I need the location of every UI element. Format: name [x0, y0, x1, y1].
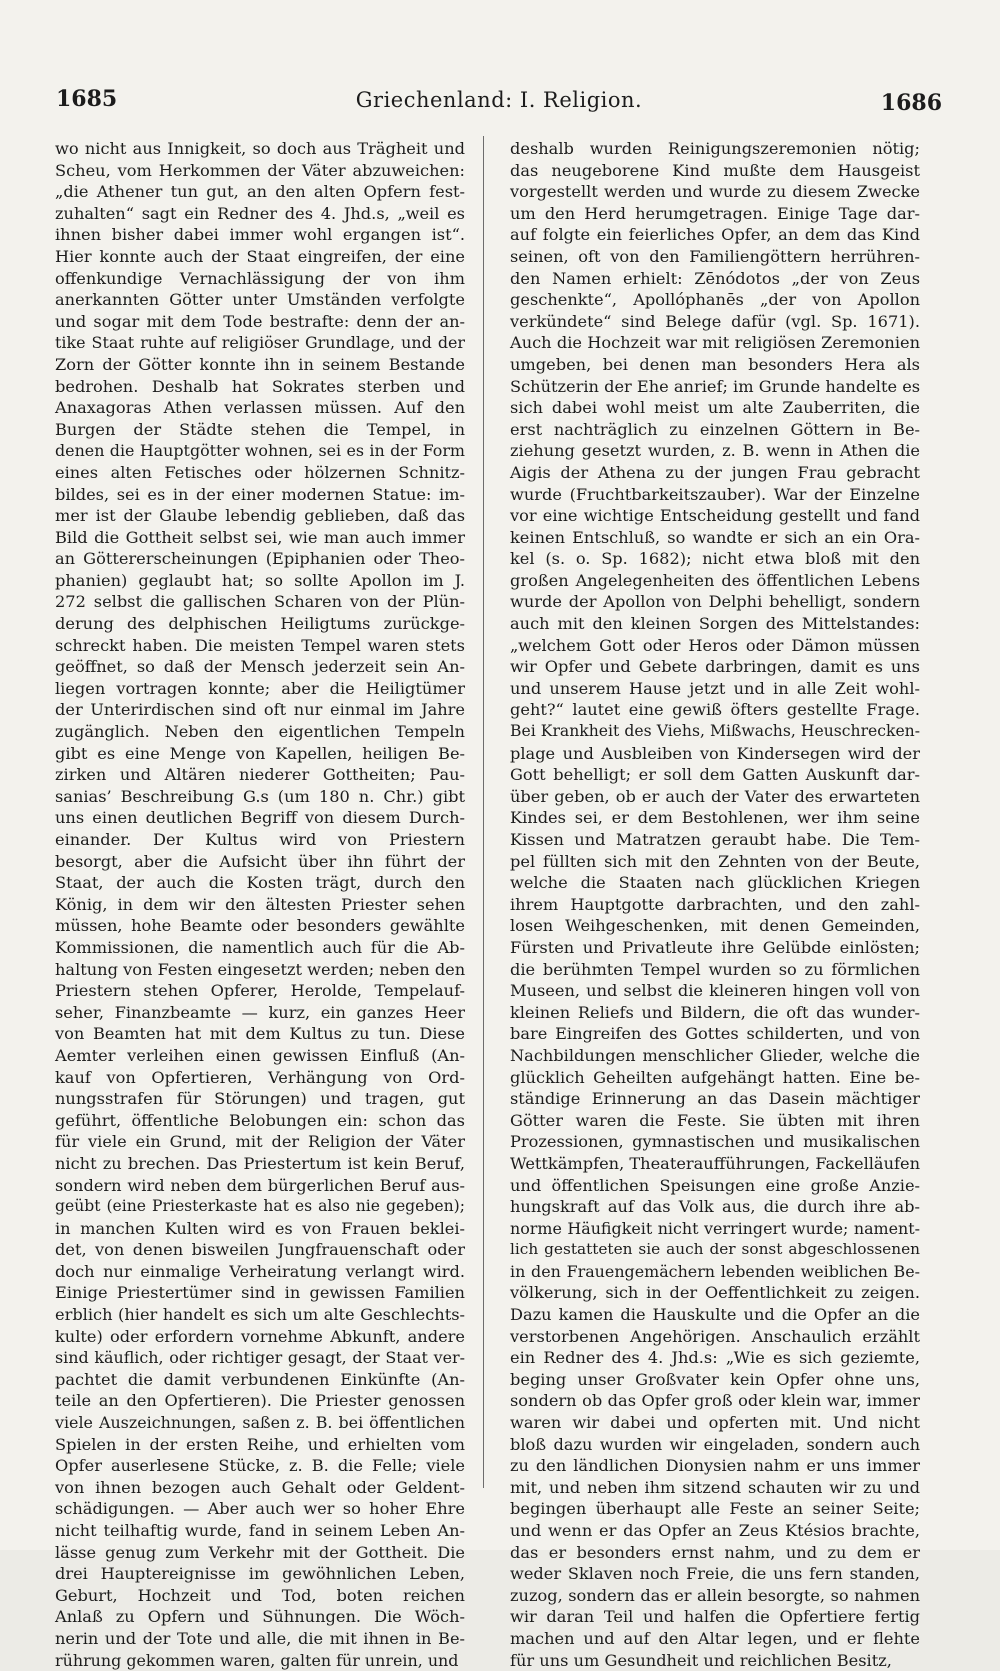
text-line: sanias’ Beschreibung G.s (um 180 n. Chr.) gibt	[55, 786, 465, 806]
text-line: auf folgte ein feierliches Opfer, an dem das Kind	[510, 225, 920, 245]
text-line: sind käuflich, oder richtiger gesagt, der Staat ver-	[55, 1348, 465, 1368]
text-line: zu den ländlichen Dionysien nahm er uns immer	[510, 1456, 920, 1476]
text-line: das neugeborene Kind mußte dem Hausgeist	[510, 160, 920, 180]
text-line: teile an den Opfertieren). Die Priester genossen	[55, 1391, 465, 1411]
text-line: Gott behelligt; er soll dem Gatten Auskunft dar-	[510, 765, 920, 785]
text-line: nicht zu brechen. Das Priestertum ist kein Beruf,	[55, 1153, 465, 1173]
text-line: derung des delphischen Heiligtums zurückge-	[55, 614, 465, 634]
text-line: haltung von Festen eingesetzt werden; neben den	[55, 959, 466, 979]
text-line: schädigungen. — Aber auch wer so hoher Ehre	[55, 1499, 465, 1519]
text-line: losen Weihgeschenken, mit denen Gemeinden,	[510, 916, 920, 936]
page-header	[56, 86, 942, 126]
text-line: nicht teilhaftig wurde, fand in seinem Leben An-	[55, 1521, 465, 1540]
page-number-right: 1686	[880, 90, 942, 116]
text-line: „die Athener tun gut, an den alten Opfern fest-	[55, 182, 465, 202]
text-line: Einige Priestertümer sind in gewissen Familien	[55, 1283, 465, 1303]
text-line: liegen vortragen konnte; aber die Heiligtümer	[55, 678, 465, 698]
text-line: machen und auf den Altar legen, und er flehte	[510, 1628, 920, 1648]
text-line: wo nicht aus Innigkeit, so doch aus Trägheit und	[55, 139, 465, 158]
text-line: kulte) oder erfordern vornehme Abkunft, andere	[55, 1326, 465, 1346]
text-line: pel füllten sich mit den Zehnten von der Beute,	[510, 851, 920, 871]
text-line: ihrem Hauptgotte darbrachten, und den zahl-	[510, 894, 920, 914]
text-line: zuzog, sondern das er allein besorgte, so nahmen	[510, 1585, 920, 1605]
text-line: Zorn der Götter konnte ihn in seinem Bestande	[55, 354, 465, 374]
text-line: zuhalten“ sagt ein Redner des 4. Jhd.s, „weil es	[55, 203, 465, 223]
text-line: Kissen und Matratzen geraubt habe. Die Tem-	[510, 830, 920, 849]
text-line: kauf von Opfertieren, Verhängung von Ord-	[55, 1067, 465, 1087]
text-line: Wettkämpfen, Theateraufführungen, Fackelläufen	[510, 1153, 920, 1173]
text-line: phanien) geglaubt hat; so sollte Apollon im J.	[55, 570, 465, 590]
text-line: sondern wird neben dem bürgerlichen Beruf aus-	[55, 1175, 465, 1195]
running-head: Griechenland: I. Religion.	[355, 88, 643, 112]
text-line: ein Redner des 4. Jhd.s: „Wie es sich geziemte,	[510, 1348, 920, 1368]
text-line: geübt (eine Priesterkaste hat es also nie gegeben);	[55, 1197, 465, 1216]
text-line: geführt, öffentliche Belobungen ein: schon das	[55, 1110, 465, 1130]
text-line: von ihnen bezogen auch Gehalt oder Geldent-	[55, 1477, 465, 1497]
text-line: einander. Der Kultus wird von Priestern	[55, 830, 465, 849]
text-line: weder Sklaven noch Freie, die uns fern standen,	[510, 1564, 920, 1584]
text-line: Prozessionen, gymnastischen und musikalischen	[510, 1132, 920, 1152]
text-line: ständige Erinnerung an das Dasein mächtiger	[510, 1089, 920, 1109]
text-line: lässe genug zum Verkehr mit der Gottheit. Die	[55, 1542, 465, 1562]
text-line: schreckt haben. Die meisten Tempel waren stets	[55, 635, 465, 655]
text-line: doch nur einmalige Verheiratung verlangt wird.	[55, 1261, 465, 1281]
text-line: und sogar mit dem Tode bestrafte: denn der an-	[55, 311, 465, 331]
text-line: erblich (hier handelt es sich um alte Geschlechts-	[55, 1305, 465, 1325]
text-line: denen die Hauptgötter wohnen, sei es in der Form	[55, 441, 465, 461]
text-line: Spielen in der ersten Reihe, und erhielten vom	[55, 1434, 465, 1454]
text-line: um den Herd herumgetragen. Einige Tage dar-	[510, 203, 920, 223]
text-line: uns einen deutlichen Begriff von diesem Durch-	[55, 808, 465, 828]
text-line: und wenn er das Opfer an Zeus Ktésios brachte,	[510, 1521, 920, 1540]
text-line: bedrohen. Deshalb hat Sokrates sterben und	[55, 376, 465, 396]
text-line: kel (s. o. Sp. 1682); nicht etwa bloß mit den	[510, 549, 920, 569]
text-line: geschenkte“, Apollóphanēs „der von Apollon	[510, 290, 920, 310]
text-line: seher, Finanzbeamte — kurz, ein ganzes Heer	[55, 1002, 465, 1022]
text-line: norme Häufigkeit nicht verringert wurde; nament-	[510, 1218, 920, 1238]
text-line: Hier konnte auch der Staat eingreifen, der eine	[55, 246, 465, 266]
text-line: verkündete“ sind Belege dafür (vgl. Sp. 1671).	[510, 311, 920, 331]
text-line: müssen, hohe Beamte oder besonders gewählte	[55, 916, 465, 936]
text-line: glücklich Geheilten aufgehängt hatten. Eine be-	[510, 1067, 920, 1087]
text-line: über geben, ob er auch der Vater des erwarteten	[510, 786, 920, 806]
text-line: verstorbenen Angehörigen. Anschaulich erzählt	[510, 1326, 920, 1346]
text-line: von Beamten hat mit dem Kultus zu tun. Diese	[55, 1024, 465, 1044]
text-line: Bei Krankheit des Viehs, Mißwachs, Heuschrecken-	[510, 722, 920, 741]
text-line: bildes, sei es in der einer modernen Statue: im-	[55, 484, 465, 504]
text-line: großen Angelegenheiten des öffentlichen Lebens	[510, 570, 920, 590]
text-line: eines alten Fetisches oder hölzernen Schnitz-	[55, 462, 465, 482]
text-line: „welchem Gott oder Heros oder Dämon müssen	[510, 635, 920, 655]
text-line: waren wir dabei und opferten mit. Und nicht	[510, 1413, 920, 1433]
text-line: Nachbildungen menschlicher Glieder, welche die	[510, 1045, 920, 1065]
text-line: der Unterirdischen sind oft nur einmal im Jahre	[55, 700, 465, 720]
text-line: vorgestellt werden und wurde zu diesem Zwecke	[510, 182, 920, 202]
text-line: in den Frauengemächern lebenden weiblichen Be-	[510, 1261, 920, 1281]
text-line: nungsstrafen für Störungen) und tragen, gut	[55, 1089, 465, 1109]
text-line: bare Eingreifen des Gottes schilderten, und von	[510, 1024, 920, 1044]
text-line: 272 selbst die gallischen Scharen von der Plün-	[55, 592, 465, 612]
text-line: Schützerin der Ehe anrief; im Grunde handelte es	[510, 376, 921, 396]
text-line: wir Opfer und Gebete darbringen, damit es uns	[510, 657, 920, 677]
text-line: völkerung, sich in der Oeffentlichkeit zu zeigen.	[510, 1283, 920, 1303]
text-line: lich gestatteten sie auch der sonst abgeschlossenen	[510, 1240, 920, 1259]
text-line: und öffentlichen Speisungen eine große Anzie-	[510, 1175, 920, 1195]
text-line: nerin und der Tote und alle, die mit ihnen in Be-	[55, 1628, 465, 1648]
column-divider	[483, 136, 484, 1488]
text-line: die berühmten Tempel wurden so zu förmlichen	[510, 959, 920, 979]
text-line: rührung gekommen waren, galten für unrein, und	[55, 1650, 459, 1670]
text-line: vor eine wichtige Entscheidung gestellt und fand	[510, 506, 920, 526]
text-line: König, in dem wir den ältesten Priester sehen	[55, 894, 465, 914]
text-line: Auch die Hochzeit war mit religiösen Zeremonien	[510, 333, 920, 353]
text-line: Anaxagoras Athen verlassen müssen. Auf den	[55, 398, 465, 418]
text-line: erst nachträglich zu einzelnen Göttern in Be-	[510, 419, 920, 439]
text-line: tike Staat ruhte auf religiöser Grundlage, und der	[55, 333, 465, 353]
column-right	[510, 138, 921, 1670]
text-line: Dazu kamen die Hauskulte und die Opfer an die	[510, 1305, 920, 1325]
text-line: zirken und Altären niederer Gottheiten; Pau-	[55, 765, 465, 785]
text-line: Staat, der auch die Kosten trägt, durch den	[55, 873, 465, 893]
text-line: gibt es eine Menge von Kapellen, heiligen Be-	[55, 743, 465, 763]
text-line: Scheu, vom Herkommen der Väter abzuweichen:	[55, 160, 465, 180]
text-line: Bild die Gottheit selbst sei, wie man auch immer	[55, 527, 465, 547]
text-line: offenkundige Vernachlässigung der von ihm	[55, 268, 465, 288]
text-line: den Namen erhielt: Zēnódotos „der von Zeus	[510, 268, 920, 288]
text-line: anerkannten Götter unter Umständen verfolgte	[55, 290, 465, 310]
text-line: sondern ob das Opfer groß oder klein war, immer	[510, 1391, 920, 1411]
text-line: geht?“ lautet eine gewiß öfters gestellte Frage.	[510, 700, 920, 720]
text-line: welche die Staaten nach glücklichen Kriegen	[510, 873, 920, 893]
text-line: Götter waren die Feste. Sie übten mit ihren	[510, 1110, 920, 1130]
text-line: sich dabei wohl meist um alte Zauberriten, die	[510, 398, 920, 418]
text-line: wir daran Teil und halfen die Opfertiere fertig	[510, 1607, 920, 1627]
text-line: mer ist der Glaube lebendig geblieben, daß das	[55, 506, 465, 526]
text-line: Priestern stehen Opferer, Herolde, Tempelauf-	[55, 981, 465, 1001]
column-left	[55, 138, 466, 1670]
text-line: ihnen bisher dabei immer wohl ergangen ist“.	[55, 225, 465, 245]
text-line: und unserem Hause jetzt und in alle Zeit wohl-	[510, 678, 920, 698]
text-line: Kindes sei, er dem Bestohlenen, wer ihm seine	[510, 808, 920, 828]
text-line: drei Hauptereignisse im gewöhnlichen Leben,	[55, 1564, 465, 1584]
text-line: Opfer auserlesene Stücke, z. B. die Felle; viele	[55, 1456, 465, 1476]
page-number-left: 1685	[56, 86, 118, 112]
text-line: kleinen Reliefs und Bildern, die oft das wunder-	[510, 1002, 920, 1022]
text-line: seinen, oft von den Familiengöttern herrühren-	[510, 246, 920, 266]
text-line: begingen überhaupt alle Feste an seiner Seite;	[510, 1499, 920, 1519]
text-line: plage und Ausbleiben von Kindersegen wird der	[510, 743, 920, 763]
text-line: Kommissionen, die namentlich auch für die Ab-	[55, 937, 465, 957]
text-line: Fürsten und Privatleute ihre Gelübde einlösten;	[510, 937, 920, 957]
text-line: Burgen der Städte stehen die Tempel, in	[55, 419, 465, 439]
text-line: Anlaß zu Opfern und Sühnungen. Die Wöch-	[55, 1607, 465, 1627]
text-line: für viele ein Grund, mit der Religion der Väter	[55, 1132, 465, 1152]
text-line: umgeben, bei denen man besonders Hera als	[510, 354, 920, 374]
text-line: Geburt, Hochzeit und Tod, boten reichen	[55, 1585, 465, 1605]
text-line: auch mit den kleinen Sorgen des Mittelstandes:	[510, 614, 920, 634]
text-line: ziehung gesetzt wurden, z. B. wenn in Athen die	[510, 441, 920, 461]
text-line: das er besonders ernst nahm, und zu dem er	[510, 1542, 920, 1562]
text-line: mit, und neben ihm sitzend schauten wir zu und	[510, 1477, 920, 1497]
text-line: wurde (Fruchtbarkeitszauber). War der Einzelne	[510, 484, 920, 504]
text-line: Museen, und selbst die kleineren hingen voll von	[510, 981, 920, 1001]
text-line: Aigis der Athena zu der jungen Frau gebracht	[510, 462, 920, 482]
text-line: geöffnet, so daß der Mensch jederzeit sein An-	[55, 657, 465, 677]
text-line: in manchen Kulten wird es von Frauen beklei-	[55, 1218, 465, 1238]
text-line: keinen Entschluß, so wandte er sich an ein Ora-	[510, 527, 920, 547]
text-line: zugänglich. Neben den eigentlichen Tempeln	[55, 722, 465, 742]
text-line: Aemter verleihen einen gewissen Einfluß (An-	[55, 1045, 465, 1065]
text-line: pachtet die damit verbundenen Einkünfte (An-	[55, 1369, 465, 1389]
text-line: an Göttererscheinungen (Epiphanien oder Theo-	[55, 549, 465, 569]
text-line: det, von denen bisweilen Jungfrauenschaft oder	[55, 1240, 465, 1260]
text-line: für uns um Gesundheit und reichlichen Besitz,	[510, 1650, 892, 1670]
text-line: viele Auszeichnungen, saßen z. B. bei öffentlichen	[55, 1413, 465, 1433]
text-line: beging unser Großvater kein Opfer ohne uns,	[510, 1369, 920, 1389]
text-line: deshalb wurden Reinigungszeremonien nötig;	[510, 139, 920, 158]
text-line: hungskraft auf das Volk aus, die durch ihre ab-	[510, 1197, 920, 1217]
text-line: besorgt, aber die Aufsicht über ihn führt der	[55, 851, 465, 871]
text-line: bloß dazu wurden wir eingeladen, sondern auch	[510, 1434, 920, 1454]
text-line: wurde der Apollon von Delphi behelligt, sondern	[510, 592, 920, 612]
